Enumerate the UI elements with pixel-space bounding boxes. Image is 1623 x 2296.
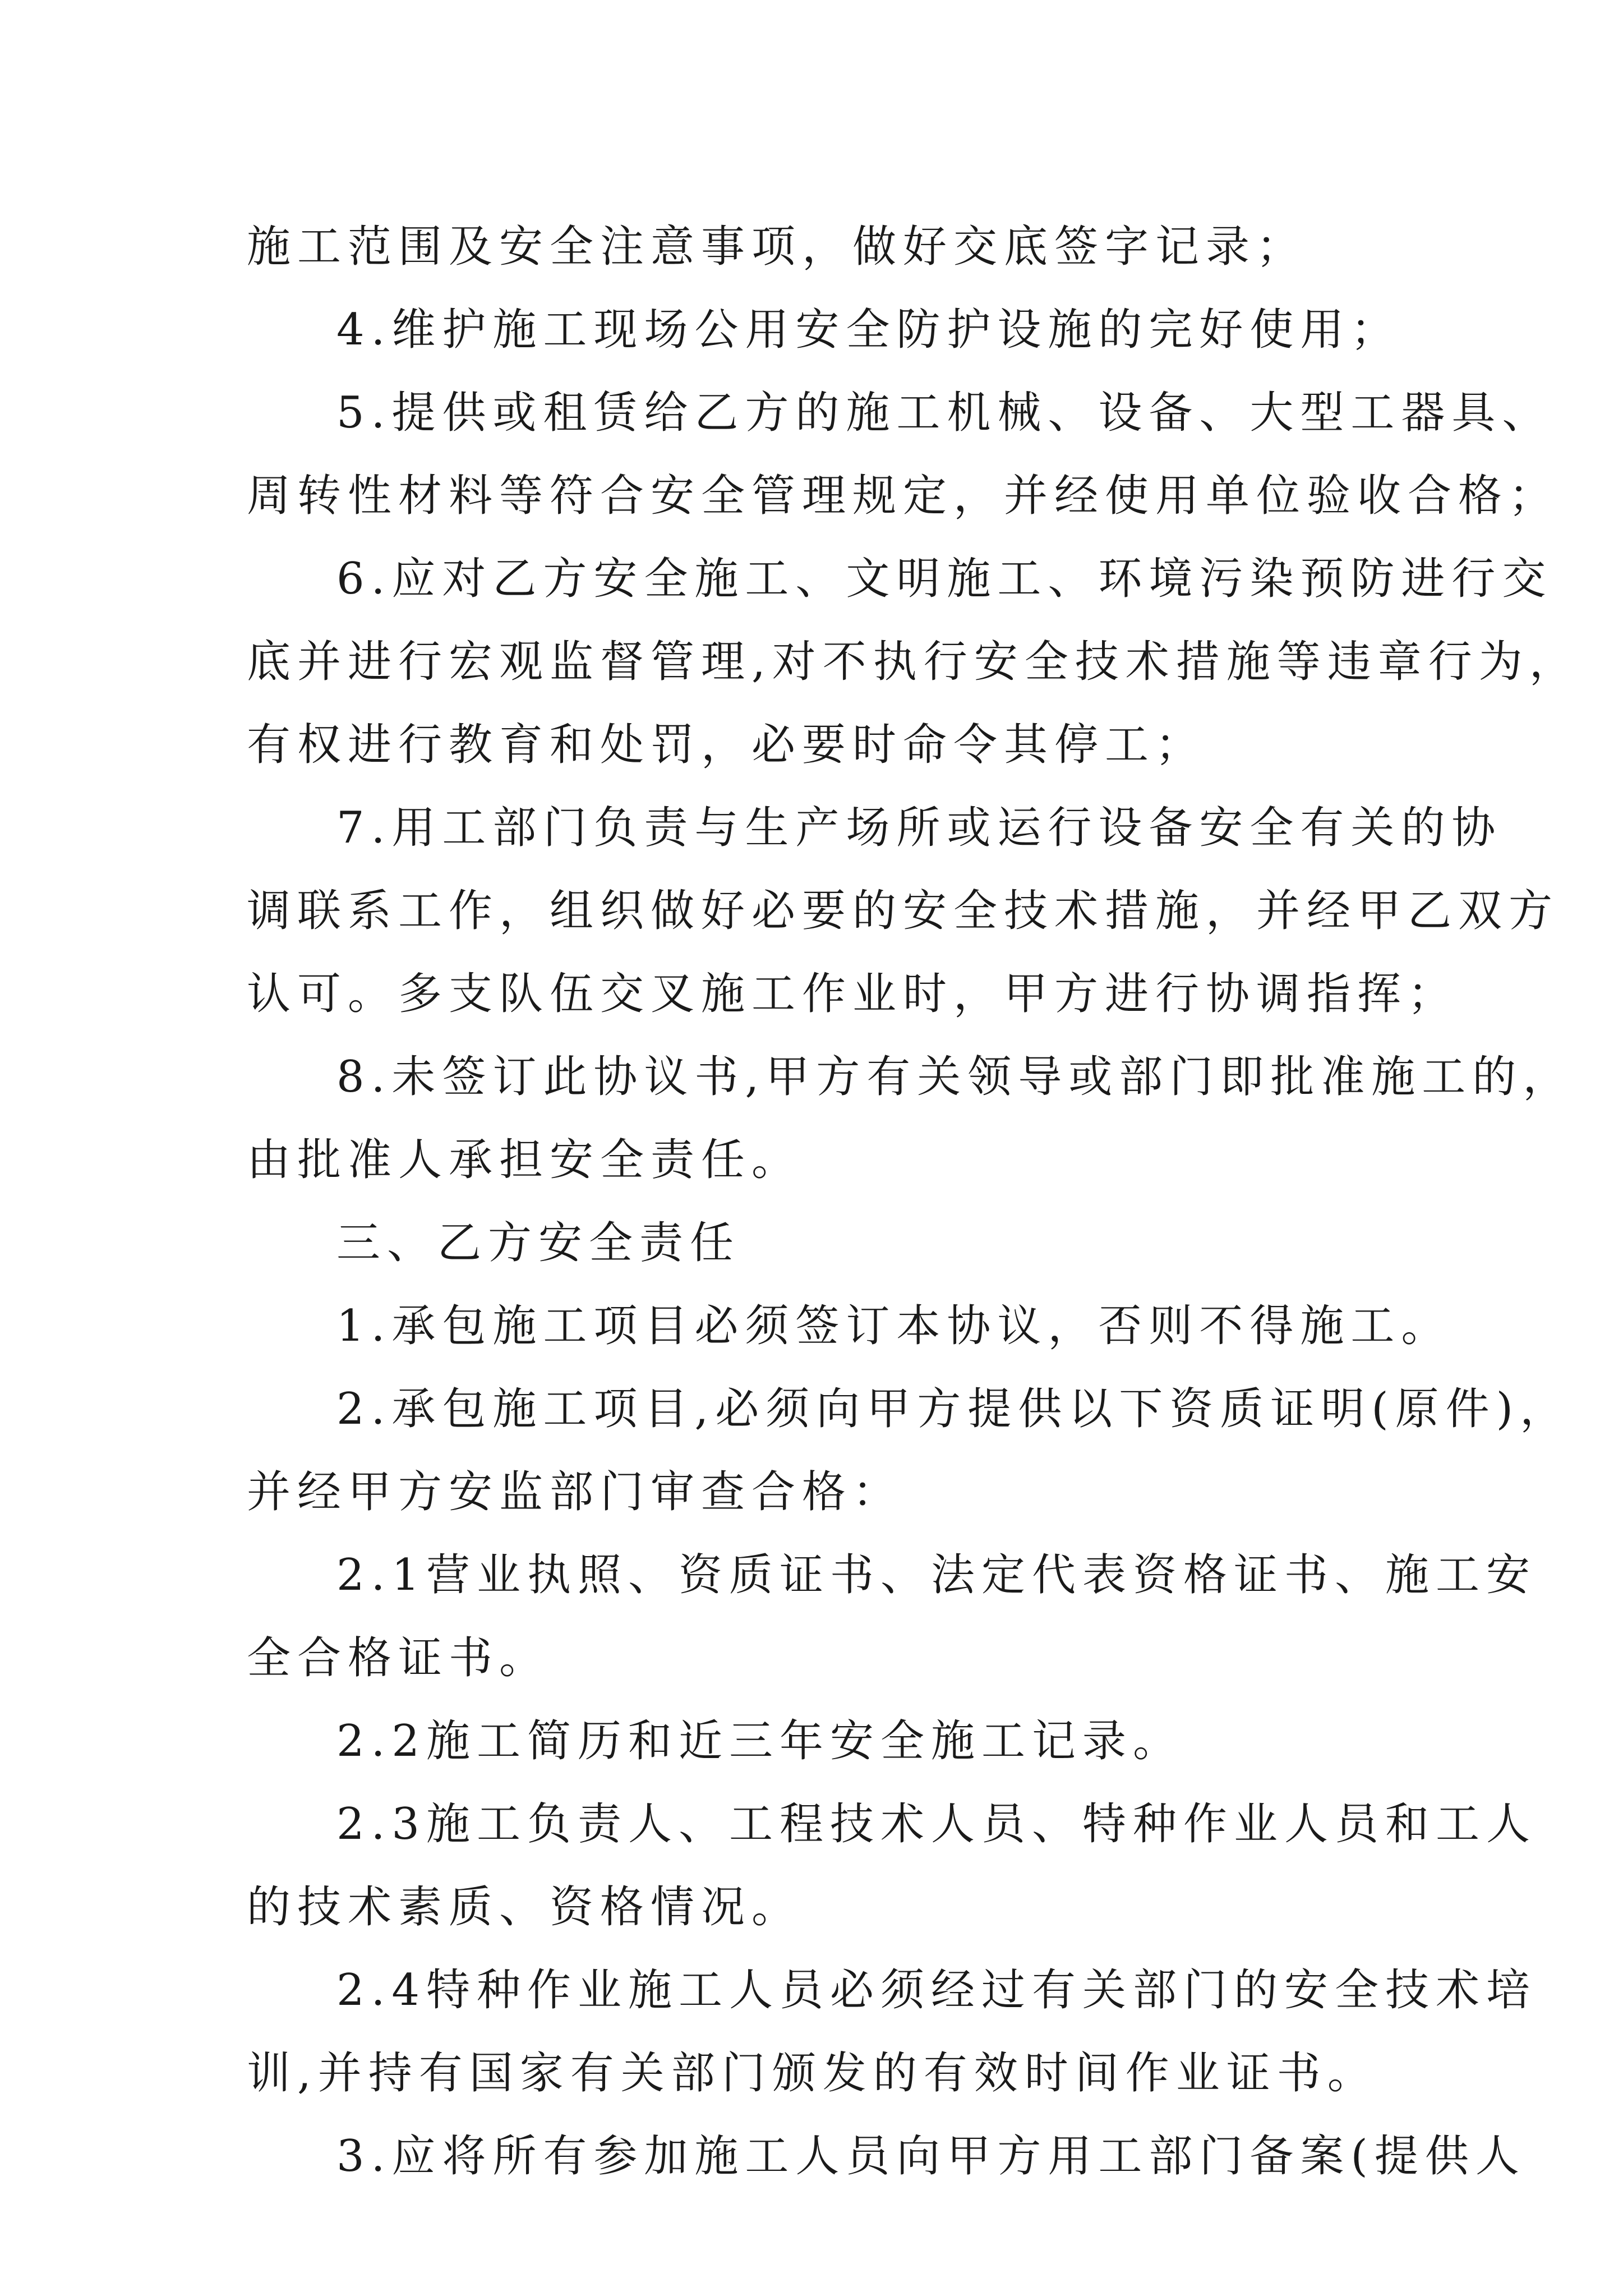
text-line: 有权进行教育和处罚，必要时命令其停工； <box>247 720 1206 770</box>
text-line: 4.维护施工现场公用安全防护设施的完好使用； <box>336 305 1401 355</box>
text-line: 全合格证书。 <box>247 1633 550 1683</box>
text-line: 由批准人承担安全责任。 <box>247 1135 803 1185</box>
text-line: 并经甲方安监部门审查合格： <box>247 1467 903 1517</box>
text-line: 2.3施工负责人、工程技术人员、特种作业人员和工人 <box>336 1799 1537 1849</box>
text-line: 2.1营业执照、资质证书、法定代表资格证书、施工安 <box>336 1550 1537 1600</box>
text-line: 周转性材料等符合安全管理规定，并经使用单位验收合格； <box>247 471 1560 521</box>
text-line: 训,并持有国家有关部门颁发的有效时间作业证书。 <box>247 2048 1378 2099</box>
text-line: 调联系工作，组织做好必要的安全技术措施，并经甲乙双方 <box>247 886 1560 936</box>
text-line: 2.2施工简历和近三年安全施工记录。 <box>336 1716 1184 1766</box>
text-line: 的技术素质、资格情况。 <box>247 1882 803 1932</box>
text-line: 5.提供或租赁给乙方的施工机械、设备、大型工器具、 <box>336 388 1553 438</box>
text-line: 6.应对乙方安全施工、文明施工、环境污染预防进行交 <box>336 554 1553 604</box>
text-line: 3.应将所有参加施工人员向甲方用工部门备案(提供人 <box>336 2131 1526 2182</box>
section-heading: 三、乙方安全责任 <box>336 1218 741 1268</box>
text-line: 底并进行宏观监督管理,对不执行安全技术措施等违章行为， <box>247 637 1580 687</box>
text-line: 施工范围及安全注意事项，做好交底签字记录； <box>247 222 1307 272</box>
text-line: 2.承包施工项目,必须向甲方提供以下资质证明(原件)， <box>336 1384 1571 1434</box>
text-line: 8.未签订此协议书,甲方有关领导或部门即批准施工的， <box>336 1052 1574 1102</box>
text-line: 1.承包施工项目必须签订本协议，否则不得施工。 <box>336 1301 1452 1351</box>
text-line: 7.用工部门负责与生产场所或运行设备安全有关的协 <box>336 803 1502 853</box>
text-line: 认可。多支队伍交叉施工作业时，甲方进行协调指挥； <box>247 969 1459 1019</box>
text-line: 2.4特种作业施工人员必须经过有关部门的安全技术培 <box>336 1965 1537 2016</box>
